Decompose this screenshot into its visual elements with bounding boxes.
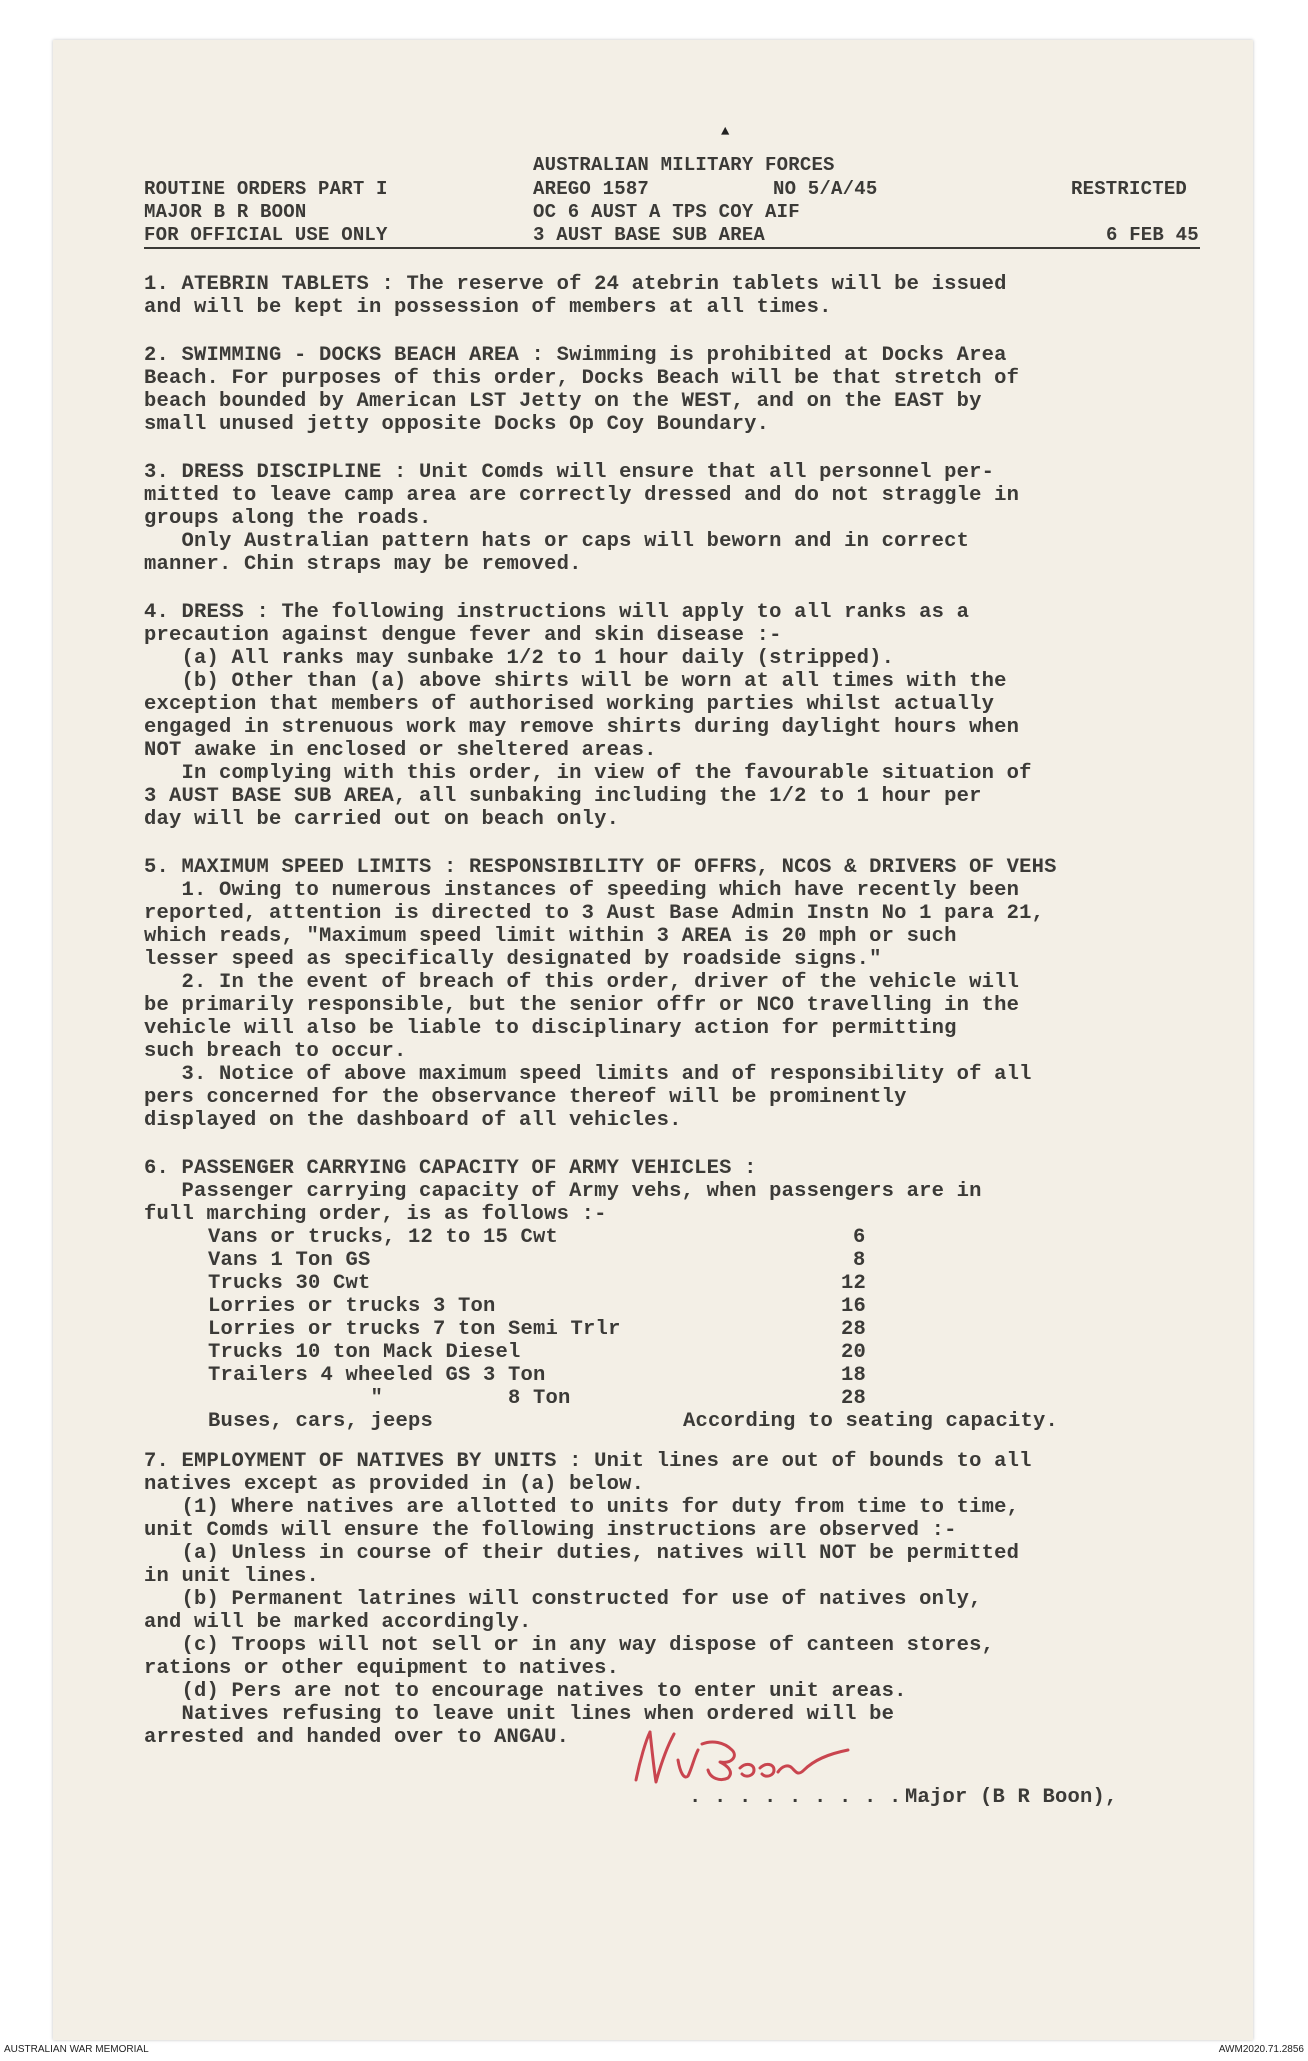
body-line: engaged in strenuous work may remove shirts during daylight hours when [144, 716, 1020, 739]
signature-dots: . . . . . . . . . . . [689, 1786, 952, 1809]
header-center-line-3: 3 AUST BASE SUB AREA [533, 224, 766, 246]
capacity-vehicle: Lorries or trucks 3 Ton [208, 1295, 496, 1318]
pin-mark: ▲ [721, 124, 730, 140]
body-line: which reads, "Maximum speed limit within 3 AREA is 20 mph or such [144, 925, 957, 948]
body-line: (b) Other than (a) above shirts will be worn at all times with the [144, 670, 1007, 693]
capacity-value: 20 [841, 1341, 867, 1364]
body-line: unit Comds will ensure the following instructions are observed :- [144, 1519, 957, 1542]
footer-right: AWM2020.71.2856 [1218, 2044, 1304, 2055]
order-number: NO 5/A/45 [773, 178, 878, 200]
capacity-value: 18 [841, 1364, 867, 1387]
body-line: vehicle will also be liable to disciplinary action for permitting [144, 1017, 957, 1040]
body-line: 6. PASSENGER CARRYING CAPACITY OF ARMY VEHICLES : [144, 1157, 757, 1180]
capacity-value: 8 [853, 1249, 866, 1272]
order-date: 6 FEB 45 [1106, 224, 1199, 246]
body-line: reported, attention is directed to 3 Aust Base Admin Instn No 1 para 21, [144, 902, 1045, 925]
document-page [53, 40, 1253, 2040]
capacity-value: 28 [841, 1387, 867, 1410]
classification: RESTRICTED [1071, 178, 1188, 200]
body-line: Beach. For purposes of this order, Docks Beach will be that stretch of [144, 367, 1020, 390]
signature-title: Major (B R Boon), [905, 1786, 1118, 1809]
capacity-vehicle: Trucks 30 Cwt [208, 1272, 371, 1295]
body-line: (c) Troops will not sell or in any way dispose of canteen stores, [144, 1634, 995, 1657]
body-line: (a) All ranks may sunbake 1/2 to 1 hour daily (stripped). [144, 647, 895, 670]
body-line: small unused jetty opposite Docks Op Coy Boundary. [144, 413, 770, 436]
handwritten-signature [628, 1720, 858, 1800]
body-line: rations or other equipment to natives. [144, 1657, 620, 1680]
capacity-value: 28 [841, 1318, 867, 1341]
body-line: pers concerned for the observance thereof will be prominently [144, 1086, 907, 1109]
capacity-value: 16 [841, 1295, 867, 1318]
body-line: manner. Chin straps may be removed. [144, 553, 582, 576]
body-line: 5. MAXIMUM SPEED LIMITS : RESPONSIBILITY OF OFFRS, NCOS & DRIVERS OF VEHS [144, 856, 1057, 879]
header-left-line-3: FOR OFFICIAL USE ONLY [144, 224, 388, 246]
body-line: 3 AUST BASE SUB AREA, all sunbaking including the 1/2 to 1 hour per [144, 785, 982, 808]
body-line: Natives refusing to leave unit lines when ordered will be [144, 1703, 895, 1726]
body-line: 1. ATEBRIN TABLETS : The reserve of 24 atebrin tablets will be issued [144, 273, 1007, 296]
capacity-vehicle: Vans or trucks, 12 to 15 Cwt [208, 1226, 559, 1249]
body-line: 3. DRESS DISCIPLINE : Unit Comds will ensure that all personnel per- [144, 461, 995, 484]
body-line: natives except as provided in (a) below. [144, 1473, 645, 1496]
body-line: full marching order, is as follows :- [144, 1203, 607, 1226]
body-line: (1) Where natives are allotted to units for duty from time to time, [144, 1496, 1020, 1519]
body-line: Only Australian pattern hats or caps will beworn and in correct [144, 530, 970, 553]
capacity-vehicle: Lorries or trucks 7 ton Semi Trlr [208, 1318, 621, 1341]
body-line: and will be kept in possession of members at all times. [144, 296, 832, 319]
capacity-vehicle: Trucks 10 ton Mack Diesel [208, 1341, 521, 1364]
body-line: in unit lines. [144, 1565, 320, 1588]
capacity-vehicle: Buses, cars, jeeps [208, 1410, 434, 1433]
signature-stroke [636, 1732, 848, 1782]
body-line: 3. Notice of above maximum speed limits and of responsibility of all [144, 1063, 1032, 1086]
body-line: exception that members of authorised working parties whilst actually [144, 693, 995, 716]
capacity-vehicle: Trailers 4 wheeled GS 3 Ton [208, 1364, 546, 1387]
body-line: Passenger carrying capacity of Army vehs, when passengers are in [144, 1180, 982, 1203]
footer-left: AUSTRALIAN WAR MEMORIAL [4, 2044, 149, 2055]
capacity-value: 6 [853, 1226, 866, 1249]
body-line: lesser speed as specifically designated by roadside signs." [144, 948, 882, 971]
body-line: such breach to occur. [144, 1040, 407, 1063]
body-line: 1. Owing to numerous instances of speeding which have recently been [144, 879, 1020, 902]
body-line: In complying with this order, in view of the favourable situation of [144, 762, 1032, 785]
body-line: displayed on the dashboard of all vehicles. [144, 1109, 682, 1132]
body-line: 2. SWIMMING - DOCKS BEACH AREA : Swimming is prohibited at Docks Area [144, 344, 1007, 367]
body-line: (a) Unless in course of their duties, natives will NOT be permitted [144, 1542, 1020, 1565]
body-line: NOT awake in enclosed or sheltered areas. [144, 739, 657, 762]
body-line: arrested and handed over to ANGAU. [144, 1726, 570, 1749]
body-line: 4. DRESS : The following instructions will apply to all ranks as a [144, 601, 970, 624]
body-line: day will be carried out on beach only. [144, 808, 620, 831]
capacity-vehicle: " 8 Ton [208, 1387, 571, 1410]
capacity-value: 12 [841, 1272, 867, 1295]
body-line: groups along the roads. [144, 507, 432, 530]
body-line: (b) Permanent latrines will constructed for use of natives only, [144, 1588, 982, 1611]
header-left-line-1: ROUTINE ORDERS PART I [144, 178, 388, 200]
header-underline [144, 247, 1200, 249]
body-line: and will be marked accordingly. [144, 1611, 532, 1634]
header-center-line-1: AREGO 1587 [533, 178, 650, 200]
header-title: AUSTRALIAN MILITARY FORCES [533, 154, 835, 176]
body-line: precaution against dengue fever and skin disease :- [144, 624, 782, 647]
body-line: 7. EMPLOYMENT OF NATIVES BY UNITS : Unit lines are out of bounds to all [144, 1450, 1032, 1473]
body-line: beach bounded by American LST Jetty on the WEST, and on the EAST by [144, 390, 982, 413]
header-center-line-2: OC 6 AUST A TPS COY AIF [533, 201, 800, 223]
body-line: 2. In the event of breach of this order, driver of the vehicle will [144, 971, 1020, 994]
capacity-vehicle: Vans 1 Ton GS [208, 1249, 371, 1272]
capacity-value: According to seating capacity. [683, 1410, 1059, 1433]
body-line: (d) Pers are not to encourage natives to enter unit areas. [144, 1680, 907, 1703]
header-left-line-2: MAJOR B R BOON [144, 201, 307, 223]
body-line: be primarily responsible, but the senior offr or NCO travelling in the [144, 994, 1020, 1017]
body-line: mitted to leave camp area are correctly dressed and do not straggle in [144, 484, 1020, 507]
